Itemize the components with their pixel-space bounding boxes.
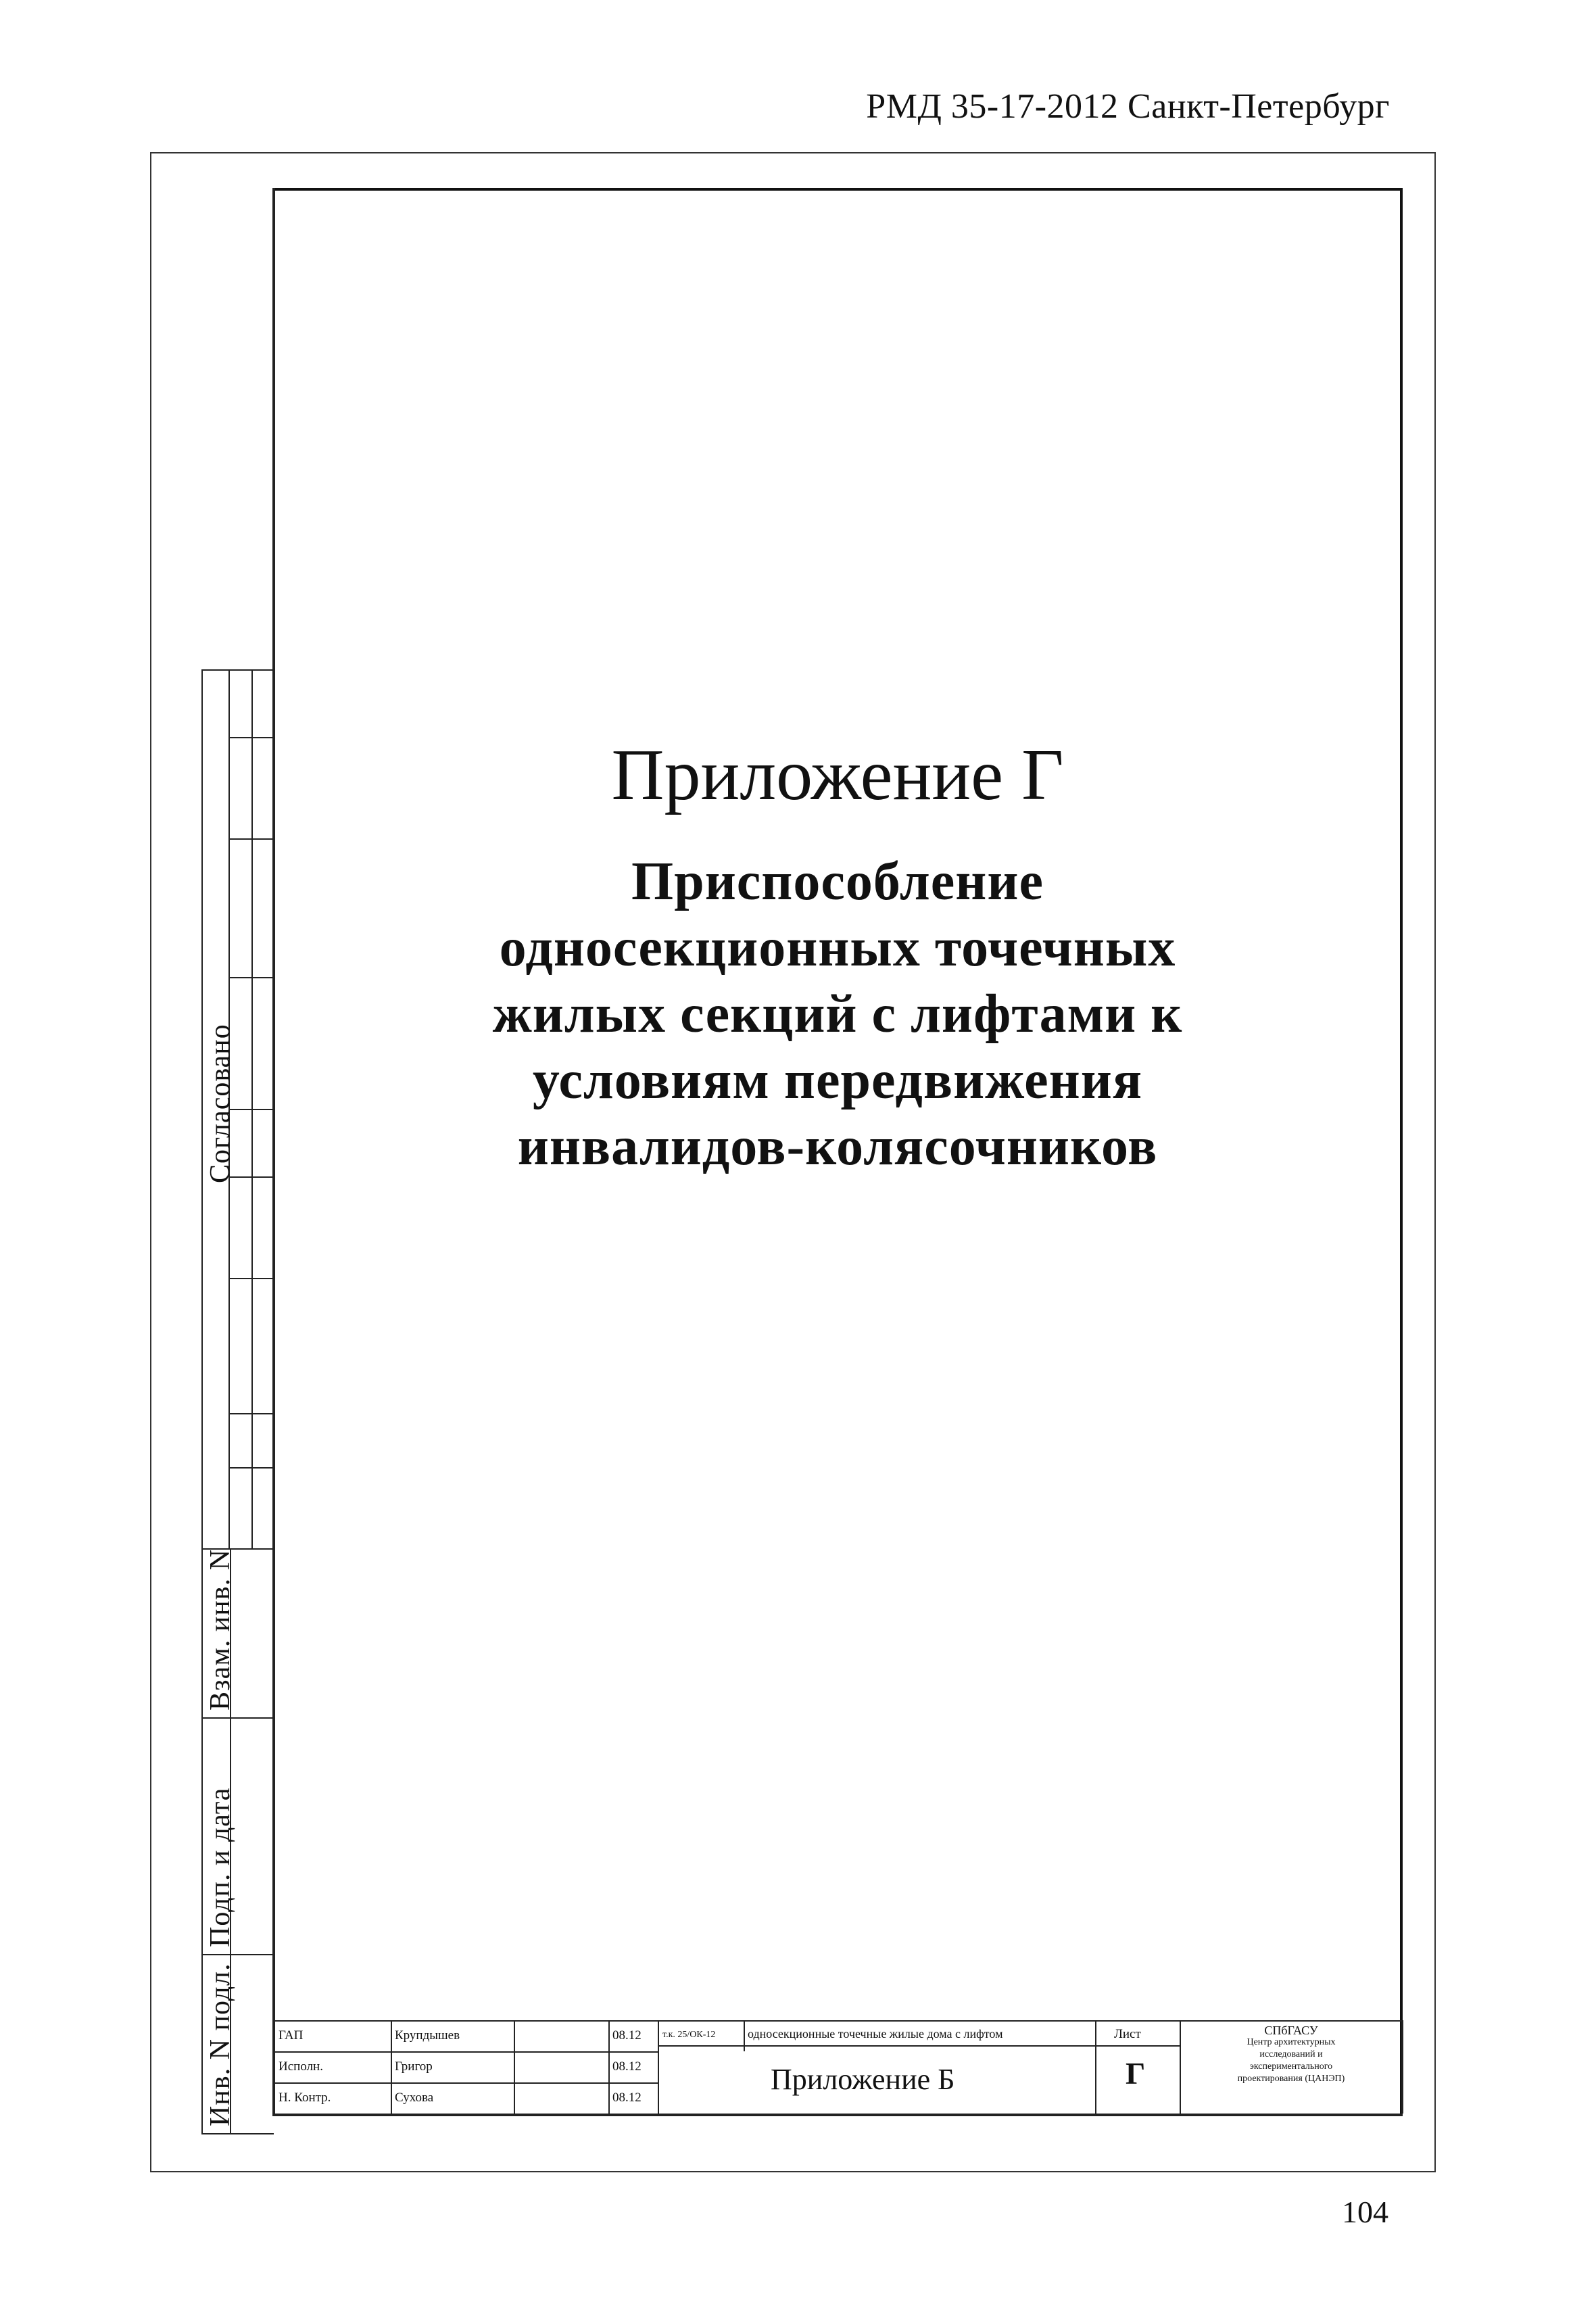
orig-inv-label: Инв. N подл. [205, 1963, 236, 2126]
org-line: СПбГАСУ [1264, 2024, 1318, 2037]
role-cell: ГАП [279, 2028, 304, 2043]
date-cell: 08.12 [612, 2028, 642, 2043]
name-cell: Крупдышев [395, 2028, 460, 2043]
name-cell: Сухова [395, 2091, 434, 2105]
role-cell: Исполн. [279, 2059, 323, 2074]
description: односекционные точечные жилые дома с лифтом [748, 2027, 1003, 2040]
replace-inv-label: Взам. инв. N [205, 1549, 236, 1711]
subtitle [272, 849, 1403, 1180]
date-cell: 08.12 [612, 2091, 642, 2105]
role-cell: Н. Контр. [279, 2091, 331, 2105]
sheet-label: Лист [1114, 2027, 1141, 2041]
org-line: проектирования (ЦАНЭП) [1237, 2074, 1345, 2084]
subtitle-line: Приспособление [631, 852, 1044, 911]
agreed-label: Согласовано [205, 1024, 236, 1183]
appendix-title: Приложение Г [611, 735, 1064, 815]
page-number: 104 [1342, 2195, 1388, 2229]
subtitle-line: односекционных точечных [499, 918, 1176, 978]
subtitle-line: инвалидов-колясочников [517, 1117, 1158, 1176]
org-line: исследований и [1259, 2049, 1323, 2059]
appendix-label: Приложение Б [771, 2063, 955, 2096]
date-cell: 08.12 [612, 2059, 642, 2074]
subtitle-line: условиям передвижения [532, 1051, 1143, 1110]
org-line: Центр архитектурных [1247, 2037, 1336, 2047]
document-code: РМД 35-17-2012 Санкт-Петербург [866, 87, 1390, 126]
subtitle-line: жилых секций с лифтами к [492, 984, 1183, 1044]
name-cell: Григор [395, 2059, 433, 2074]
organization [1183, 2024, 1399, 2085]
doc-ref: т.к. 25/ОК-12 [662, 2030, 716, 2040]
sheet-value: Г [1126, 2056, 1146, 2091]
sign-date-label: Подп. и дата [205, 1787, 236, 1947]
org-line: экспериментального [1249, 2061, 1333, 2072]
